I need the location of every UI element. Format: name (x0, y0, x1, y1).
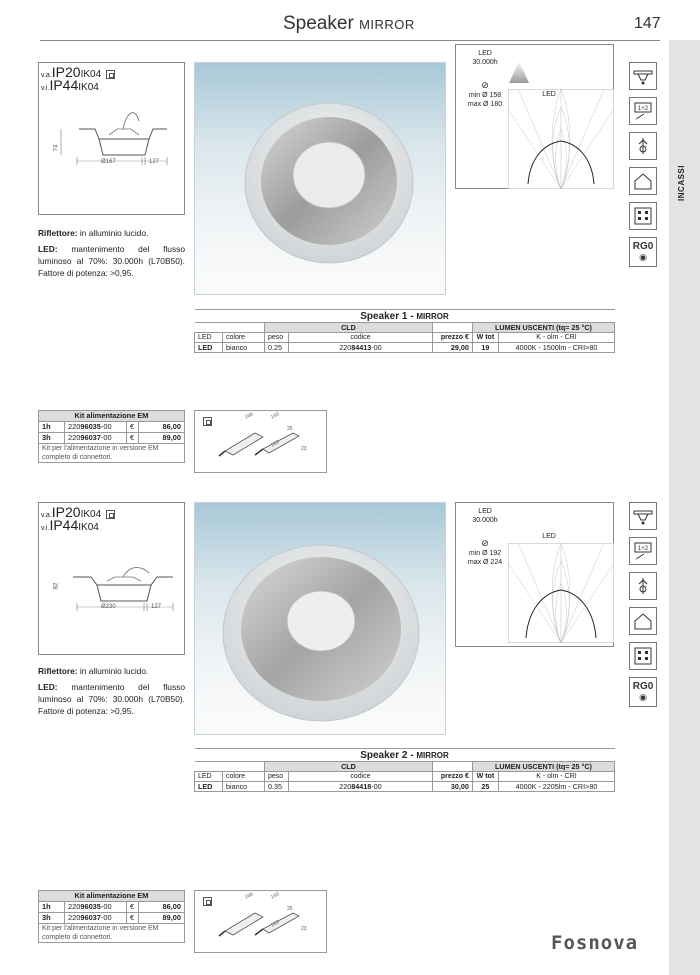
product-photo (194, 62, 446, 295)
page-title: Speaker MIRROR (283, 13, 415, 34)
kit-title: Kit alimentazione EM (39, 411, 185, 422)
product-code: 22084413-00 (289, 343, 433, 353)
rg0-icon: RG0 ◉ (629, 677, 657, 707)
photometric-diagram (455, 44, 614, 189)
product-table (194, 748, 615, 792)
ip-rating-va: v.a.IP20IK04 (41, 504, 102, 520)
col-peso: peso (265, 772, 289, 782)
beam-cone-icon (509, 61, 529, 83)
dim-height: 74 (53, 144, 60, 152)
led-hours: LED 30.000h (472, 508, 498, 524)
dim-height: 82 (53, 582, 60, 590)
col-prezzo: prezzo € (432, 333, 472, 343)
col-k: K - olm - CRI (498, 772, 614, 782)
brand-logo: Fosnova (551, 932, 639, 954)
col-wtot: W tot (472, 333, 498, 343)
polar-curve (508, 89, 614, 189)
col-led: LED (195, 772, 223, 782)
photometric-diagram (455, 502, 614, 647)
house-icon (629, 607, 657, 635)
led-label: LED (542, 91, 556, 98)
col-wtot: W tot (472, 772, 498, 782)
beam-diameters: ⊘ min Ø 158 max Ø 180 (467, 80, 503, 108)
product-table (194, 309, 615, 353)
cld-header: CLD (265, 323, 433, 333)
col-k: K - olm - CRI (498, 333, 614, 343)
driver-1-2-icon (629, 537, 657, 565)
table-row: LED bianco 0.35 22084418-00 30,00 25 4000K - 2205lm - CRI>80 (195, 782, 615, 792)
class-symbol-icon (106, 510, 115, 519)
light-direction-icon (629, 572, 657, 600)
section-drawing (39, 93, 186, 213)
table-row: LED bianco 0.25 22084413-00 29,00 19 4000K - 1500lm - CRI>80 (195, 343, 615, 353)
page-number: 147 (634, 15, 661, 32)
svg-text:1+2: 1+2 (637, 106, 649, 112)
kit-drawing: 166 150 25 120 23 (194, 410, 327, 473)
dim-cut: 127 (149, 159, 160, 165)
dim-cut: 127 (151, 604, 162, 610)
col-peso: peso (265, 333, 289, 343)
kit-note: Kit per l'alimentazione in versione EM completo di connettori. (39, 444, 185, 463)
kit-title: Kit alimentazione EM (39, 891, 185, 902)
polar-curve (508, 543, 614, 643)
led-label: LED (542, 533, 556, 540)
table-row: 1h 22096035-00 € 86,00 (39, 422, 185, 433)
product-description: Riflettore: in alluminio lucido. LED: mantenimento del flusso luminoso al 70%: 30.000h (L70B50). Fattore di potenza: >0,95. (38, 228, 185, 278)
col-prezzo: prezzo € (432, 772, 472, 782)
product-photo (194, 502, 446, 735)
section-drawing (39, 533, 186, 653)
ip-rating-vi: v.i.IP44IK04 (41, 77, 99, 93)
recessed-ceiling-icon (629, 62, 657, 90)
technical-drawing (38, 502, 185, 655)
table-row: 3h 22096037-00 € 89,00 (39, 913, 185, 924)
led-hours: LED 30.000h (472, 50, 498, 66)
ip-rating-vi: v.i.IP44IK04 (41, 517, 99, 533)
col-codice: codice (289, 772, 433, 782)
kit-note: Kit per l'alimentazione in versione EM completo di connettori. (39, 924, 185, 943)
cld-header: CLD (265, 762, 433, 772)
col-led: LED (195, 333, 223, 343)
building-icon (629, 202, 657, 230)
lumen-header: LUMEN USCENTI (tq= 25 °C) (472, 323, 614, 333)
svg-text:1+2: 1+2 (637, 546, 649, 552)
recessed-ceiling-icon (629, 502, 657, 530)
kit-table (38, 890, 185, 943)
col-colore: colore (223, 772, 265, 782)
house-icon (629, 167, 657, 195)
table-row: 1h 22096035-00 € 86,00 (39, 902, 185, 913)
rg0-icon: RG0 ◉ (629, 237, 657, 267)
table-row: 3h 22096037-00 € 89,00 (39, 433, 185, 444)
building-icon (629, 642, 657, 670)
product-table-title: Speaker 2 - MIRROR (195, 749, 615, 762)
icon-column (629, 502, 657, 707)
product-table-title: Speaker 1 - MIRROR (195, 310, 615, 323)
kit-table (38, 410, 185, 463)
driver-1-2-icon (629, 97, 657, 125)
kit-drawing: 166 150 25 120 23 (194, 890, 327, 953)
lumen-header: LUMEN USCENTI (tq= 25 °C) (472, 762, 614, 772)
header-rule (40, 40, 660, 41)
product-description: Riflettore: in alluminio lucido. LED: mantenimento del flusso luminoso al 70%: 30.000h (L70B50). Fattore di potenza: >0,95. (38, 666, 185, 716)
beam-diameters: ⊘ min Ø 192 max Ø 224 (467, 538, 503, 566)
icon-column (629, 62, 657, 267)
ip-rating-va: v.a.IP20IK04 (41, 64, 102, 80)
dim-diameter: Ø167 (101, 159, 116, 165)
technical-drawing (38, 62, 185, 215)
light-direction-icon (629, 132, 657, 160)
dim-diameter: Ø230 (101, 604, 116, 610)
product-code: 22084418-00 (289, 782, 433, 792)
col-colore: colore (223, 333, 265, 343)
class-symbol-icon (106, 70, 115, 79)
col-codice: codice (289, 333, 433, 343)
side-tab-label: INCASSI (677, 165, 686, 201)
